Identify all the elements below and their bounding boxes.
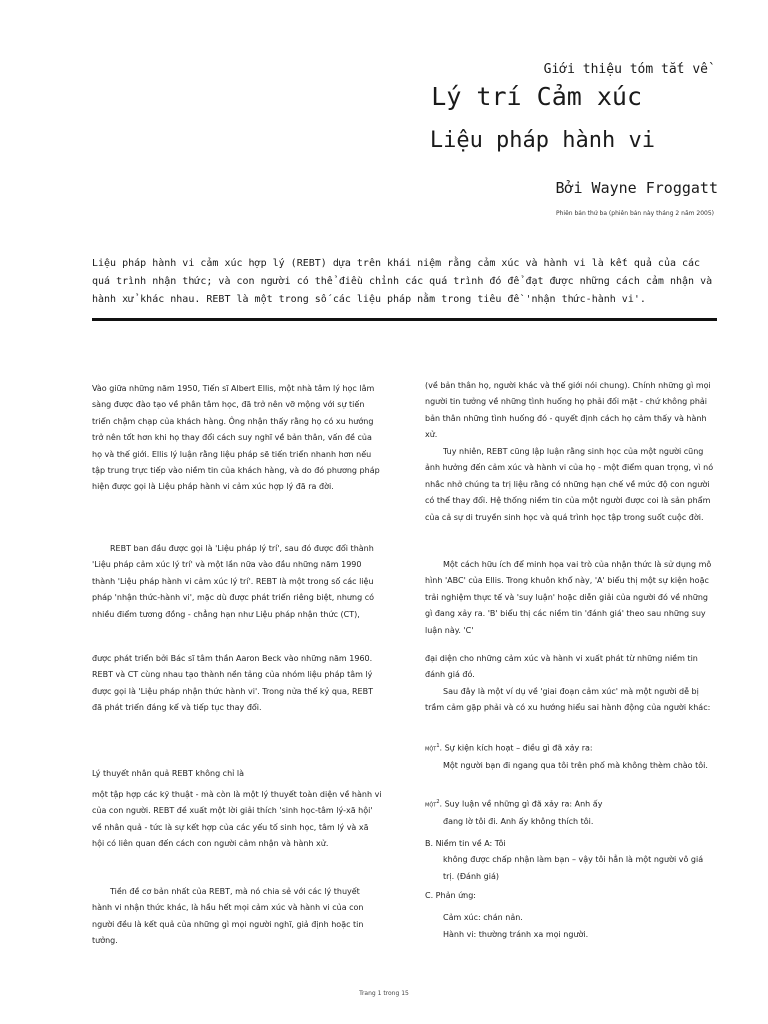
abc-item-c: [425, 888, 715, 943]
a2-superscript: 2: [436, 799, 440, 805]
a2-text: đang lờ tôi đi. Anh ấy không thích tôi.: [443, 817, 594, 827]
page-footer: Trang 1 trong 15: [359, 990, 409, 997]
author-line: Bởi Wayne Froggatt: [555, 179, 718, 197]
kicker-text: Giới thiệu tóm tắt về: [543, 62, 708, 77]
right-paragraph-3: Một cách hữu ích để minh họa vai trò của nhận thức là sử dụng mô hình 'ABC' của Ellis. Trong khuôn khổ này, 'A' biểu thị một sự kiện hoặc trải nghiệm thực tế và 'suy luận' hoặc diễn giải của người đó về những gì đang xảy ra. 'B' biểu thị các niềm tin 'đánh giá' theo sau những suy luận này. 'C': [425, 560, 712, 635]
abc-item-a1: [425, 738, 715, 774]
b-text: không được chấp nhận làm bạn – vậy tôi hẳn là một người vô giá trị. (Đánh giá): [443, 855, 704, 881]
right-paragraph-5: Sau đây là một ví dụ về 'giai đoạn cảm xúc' mà một người dễ bị trầm cảm gặp phải và có xu hướng hiểu sai hành động của người khác:: [425, 687, 711, 713]
right-paragraph-2: Tuy nhiên, REBT cũng lập luận rằng sinh học của một người cũng ảnh hưởng đến cảm xúc và hành vi của họ - một điểm quan trọng, vì nó nhắc nhở chúng ta trị liệu rằng có những hạn chế về mức độ con người có thể thay đổi. Hệ thống niềm tin của một người được coi là sản phẩm của cả sự di truyền sinh học và quá trình học tập trong suốt cuộc đời.: [425, 447, 714, 522]
a2-prefix: MỘT: [425, 802, 437, 809]
title-line-1: Lý trí Cảm xúc: [431, 82, 642, 111]
b-label: B. Niềm tin về A: Tôi: [425, 839, 506, 848]
left-paragraph-5: Tiền đề cơ bản nhất của REBT, mà nó chia sẻ với các lý thuyết hành vi nhận thức khác, là hầu hết mọi cảm xúc và hành vi của con người đều là kết quả của những gì mọi người nghĩ, giả định hoặc tin tưởng.: [92, 887, 364, 946]
a1-text: Một người bạn đi ngang qua tôi trên phố mà không thèm chào tôi.: [443, 761, 708, 771]
left-paragraph-1: Vào giữa những năm 1950, Tiến sĩ Albert Ellis, một nhà tâm lý học lâm sàng được đào tạo về phân tâm học, đã trở nên vỡ mộng với sự tiến triển chậm chạp của khách hàng. Ông nhận thấy rằng họ có xu hướng trở nên tốt hơn khi họ thay đổi cách suy nghĩ về bản thân, vấn đề của họ và thế giới. Ellis lý luận rằng liệu pháp sẽ tiến triển nhanh hơn nếu tập trung trực tiếp vào niềm tin của khách hàng, và do đó phương pháp hiện được gọi là Liệu pháp hành vi cảm xúc hợp lý đã ra đời.: [92, 384, 380, 492]
left-paragraph-4: một tập hợp các kỹ thuật - mà còn là một lý thuyết toàn diện về hành vi của con người. REBT đề xuất một lời giải thích 'sinh học-tâm lý-xã hội' về nhân quả - tức là sự kết hợp của các yếu tố sinh học, tâm lý và xã hội có liên quan đến cách con người cảm nhận và hành xử.: [92, 790, 382, 849]
right-paragraph-1: (về bản thân họ, người khác và thế giới nói chung). Chính những gì mọi người tin tưởng về những tình huống họ phải đối mặt - chứ không phải bản thân những tình huống đó - quyết định cách họ cảm thấy và hành xử.: [425, 381, 711, 440]
title-line-2: Liệu pháp hành vi: [429, 128, 655, 153]
a2-label: . Suy luận về những gì đã xảy ra: Anh ấy: [439, 799, 603, 809]
left-paragraph-2: REBT ban đầu được gọi là 'Liệu pháp lý trí', sau đó được đổi thành 'Liệu pháp cảm xúc lý trí' và một lần nữa vào đầu những năm 1990 thành 'Liệu pháp hành vi cảm xúc lý trí'. REBT là một trong số các liệu pháp 'nhận thức-hành vi', mặc dù được phát triển riêng biệt, nhưng có nhiều điểm tương đồng - chẳng hạn như Liệu pháp nhận thức (CT),: [92, 544, 374, 619]
a1-label: . Sự kiện kích hoạt – điều gì đã xảy ra:: [439, 743, 593, 753]
left-paragraph-4-heading: Lý thuyết nhân quả REBT không chỉ là: [92, 769, 245, 778]
a1-superscript: 1: [436, 743, 440, 749]
abc-item-a2: [425, 794, 715, 830]
a1-prefix: MỘT: [425, 746, 437, 753]
right-paragraph-4: đại diện cho những cảm xúc và hành vi xuất phát từ những niềm tin đánh giá đó.: [425, 654, 698, 680]
c-behavior: Hành vi: thường tránh xa mọi người.: [443, 929, 589, 939]
intro-paragraph: Liệu pháp hành vi cảm xúc hợp lý (REBT) dựa trên khái niệm rằng cảm xúc và hành vi là kết quả của các quá trình nhận thức; và con người có thể điều chỉnh các quá trình đó để đạt được những cách cảm nhận và hành xử khác nhau. REBT là một trong số các liệu pháp nằm trong tiêu đề 'nhận thức-hành vi'.: [92, 258, 713, 305]
left-paragraph-3: được phát triển bởi Bác sĩ tâm thần Aaron Beck vào những năm 1960. REBT và CT cùng nhau tạo thành nền tảng của nhóm liệu pháp tâm lý được gọi là 'Liệu pháp nhận thức hành vi'. Trong nửa thế kỷ qua, REBT đã phát triển đáng kể và tiếp tục thay đổi.: [92, 654, 373, 713]
c-emotion: Cảm xúc: chán nản.: [443, 913, 523, 923]
section-divider: [92, 318, 717, 321]
edition-note: Phiên bản thứ ba (phiên bản này tháng 2 năm 2005): [555, 210, 714, 217]
c-label: C. Phản ứng:: [425, 891, 476, 900]
abc-item-b: [425, 836, 715, 885]
